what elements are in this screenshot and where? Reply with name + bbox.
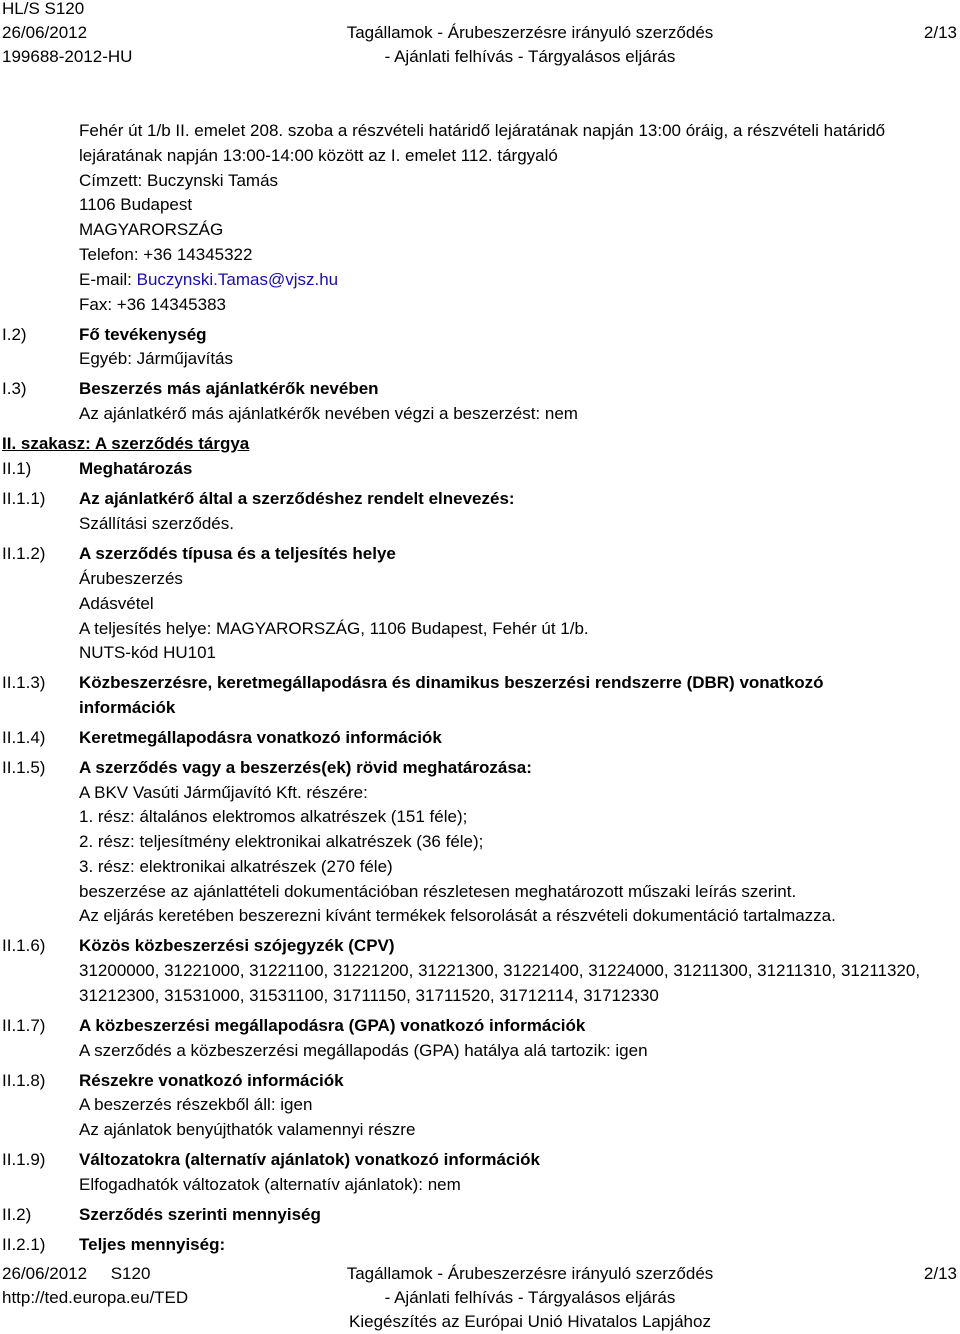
- section-number: II.1.5): [2, 758, 46, 777]
- footer-center-3: Kiegészítés az Európai Unió Hivatalos Lapjához: [349, 1312, 711, 1331]
- cpv-codes-2: 31212300, 31531000, 31531100, 31711150, 31711520, 31712114, 31712330: [79, 986, 659, 1005]
- section-text: Egyéb: Járműjavítás: [79, 349, 234, 368]
- header-center-1: Tagállamok - Árubeszerzésre irányuló szerződés: [346, 23, 714, 42]
- country: MAGYARORSZÁG: [79, 220, 224, 239]
- section-title: A közbeszerzési megállapodásra (GPA) vonatkozó információk: [79, 1016, 586, 1035]
- section-text: Az ajánlatkérő más ajánlatkérők nevében végzi a beszerzést: nem: [79, 404, 578, 423]
- section-title: Az ajánlatkérő által a szerződéshez rendelt elnevezés:: [79, 489, 515, 508]
- section-text: 1. rész: általános elektromos alkatrészek (151 féle);: [79, 807, 468, 826]
- page-footer: [0, 1262, 960, 1334]
- footer-date-code: 26/06/2012 S120: [2, 1264, 151, 1283]
- city: 1106 Budapest: [79, 195, 193, 214]
- header-page: 2/13: [923, 23, 957, 42]
- section-number: I.3): [2, 379, 27, 398]
- email-label: E-mail:: [79, 270, 137, 289]
- section-title: Közös közbeszerzési szójegyzék (CPV): [79, 936, 395, 955]
- page-header: [0, 0, 960, 75]
- section-title: Közbeszerzésre, keretmegállapodásra és dinamikus beszerzési rendszerre (DBR) vonatkozó: [79, 673, 824, 692]
- footer-center-2: - Ajánlati felhívás - Tárgyalásos eljárás: [384, 1288, 676, 1307]
- section-number: II.1.6): [2, 936, 46, 955]
- footer-page: 2/13: [923, 1264, 957, 1283]
- top-line-2: lejáratának napján 13:00-14:00 között az I. emelet 112. tárgyaló: [79, 146, 558, 165]
- top-line-1: Fehér út 1/b II. emelet 208. szoba a részvételi határidő lejáratának napján 13:00 óráig, a részvételi határidő: [79, 121, 886, 140]
- section-number: I.2): [2, 325, 27, 344]
- fax: Fax: +36 14345383: [79, 295, 226, 314]
- section-title: Szerződés szerinti mennyiség: [79, 1205, 321, 1224]
- footer-center-1: Tagállamok - Árubeszerzésre irányuló szerződés: [346, 1264, 714, 1283]
- section-text: Az ajánlatok benyújthatók valamennyi részre: [79, 1120, 416, 1139]
- section-text: Árubeszerzés: [79, 569, 183, 588]
- footer-url[interactable]: http://ted.europa.eu/TED: [2, 1288, 189, 1307]
- section-number: II.1.1): [2, 489, 46, 508]
- section-text: Szállítási szerződés.: [79, 514, 234, 533]
- section-number: II.2.1): [2, 1235, 46, 1254]
- email-row: [79, 269, 338, 291]
- section-title: Meghatározás: [79, 459, 193, 478]
- section-text: A szerződés a közbeszerzési megállapodás (GPA) hatálya alá tartozik: igen: [79, 1041, 648, 1060]
- section-title: Fő tevékenység: [79, 325, 207, 344]
- section-text: A teljesítés helye: MAGYARORSZÁG, 1106 Budapest, Fehér út 1/b.: [79, 619, 589, 638]
- header-center-2: - Ajánlati felhívás - Tárgyalásos eljárás: [384, 47, 676, 66]
- section-text: Adásvétel: [79, 594, 154, 613]
- section-text: 3. rész: elektronikai alkatrészek (270 féle): [79, 857, 393, 876]
- section-title: Változatokra (alternatív ajánlatok) vonatkozó információk: [79, 1150, 541, 1169]
- section-number: II.1.8): [2, 1071, 46, 1090]
- doc-title: HL/S S120: [2, 0, 85, 18]
- section-number: II.2): [2, 1205, 32, 1224]
- section-number: II.1.4): [2, 728, 46, 747]
- section-text: Az eljárás keretében beszerezni kívánt termékek felsorolását a részvételi dokumentáció tartalmazza.: [79, 906, 836, 925]
- addressee: Címzett: Buczynski Tamás: [79, 171, 279, 190]
- header-ref: 199688-2012-HU: [2, 47, 133, 66]
- section-number: II.1.7): [2, 1016, 46, 1035]
- email-link[interactable]: Buczynski.Tamas@vjsz.hu: [136, 270, 339, 289]
- section-text: A beszerzés részekből áll: igen: [79, 1095, 313, 1114]
- section-title: Részekre vonatkozó információk: [79, 1071, 344, 1090]
- section-title: A szerződés vagy a beszerzés(ek) rövid meghatározása:: [79, 758, 532, 777]
- section-title-cont: információk: [79, 698, 176, 717]
- header-date: 26/06/2012: [2, 23, 88, 42]
- phone: Telefon: +36 14345322: [79, 245, 253, 264]
- section-text: 2. rész: teljesítmény elektronikai alkatrészek (36 féle);: [79, 832, 484, 851]
- section-heading: II. szakasz: A szerződés tárgya: [2, 434, 250, 453]
- cpv-codes-1: 31200000, 31221000, 31221100, 31221200, 31221300, 31221400, 31224000, 31211300, 31211310, 31211320,: [79, 961, 921, 980]
- section-text: Elfogadhatók változatok (alternatív ajánlatok): nem: [79, 1175, 461, 1194]
- section-number: II.1.9): [2, 1150, 46, 1169]
- section-title: Teljes mennyiség:: [79, 1235, 226, 1254]
- section-title: Keretmegállapodásra vonatkozó információk: [79, 728, 442, 747]
- section-text: beszerzése az ajánlattételi dokumentációban részletesen meghatározott műszaki leírás szerint.: [79, 882, 797, 901]
- section-number: II.1.2): [2, 544, 46, 563]
- section-title: Beszerzés más ajánlatkérők nevében: [79, 379, 379, 398]
- section-text: A BKV Vasúti Járműjavító Kft. részére:: [79, 783, 368, 802]
- section-title: A szerződés típusa és a teljesítés helye: [79, 544, 396, 563]
- section-text: NUTS-kód HU101: [79, 643, 216, 662]
- section-number: II.1): [2, 459, 32, 478]
- section-number: II.1.3): [2, 673, 46, 692]
